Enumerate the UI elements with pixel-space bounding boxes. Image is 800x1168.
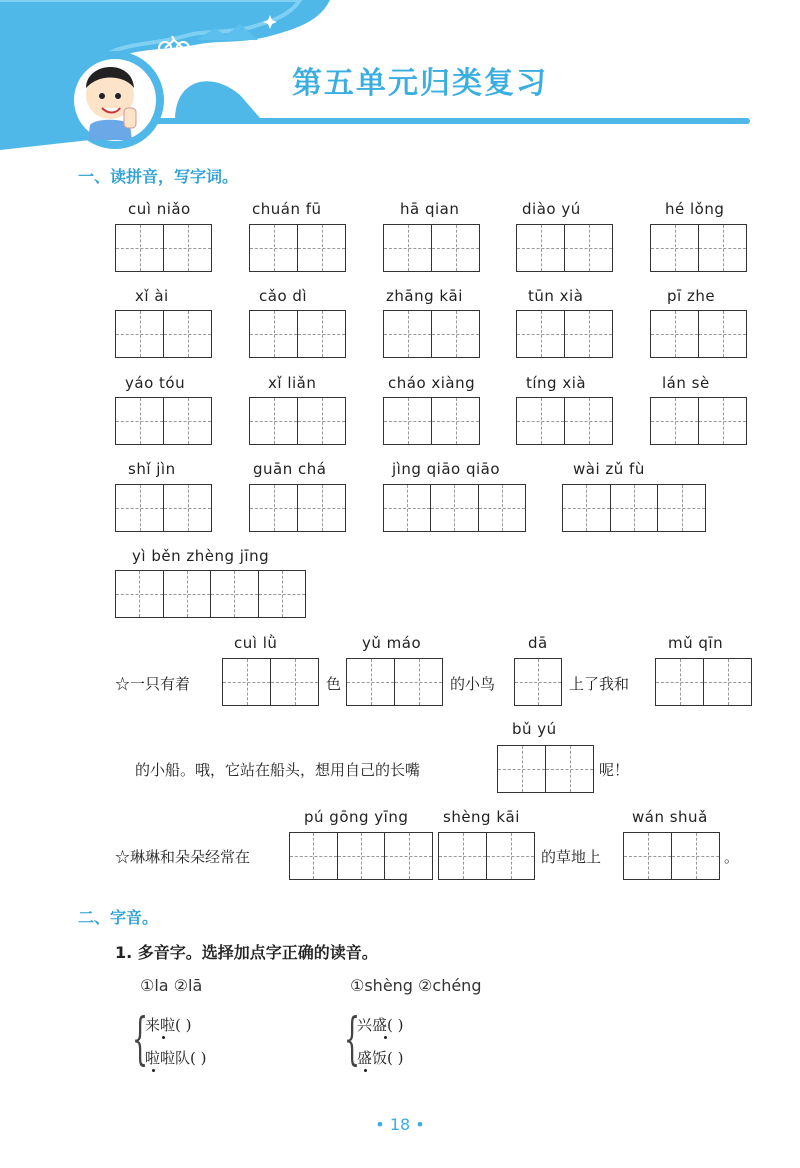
writing-grid[interactable] [289, 832, 433, 880]
sentence-text: ☆琳琳和朵朵经常在 [115, 848, 251, 866]
sentence-text: 色 [326, 675, 342, 693]
sentence-text: 。 [724, 848, 740, 866]
pinyin-label: tíng xià [526, 374, 587, 392]
writing-grid[interactable] [562, 484, 706, 532]
writing-grid[interactable] [249, 310, 346, 358]
writing-grid[interactable] [516, 224, 613, 272]
section-heading-sound: 二、字音。 [78, 908, 159, 927]
writing-grid[interactable] [249, 484, 346, 532]
pinyin-label: pú gōng yīng [304, 808, 409, 826]
writing-grid[interactable] [115, 397, 212, 445]
brace: { [132, 1007, 149, 1072]
writing-grid[interactable] [383, 224, 480, 272]
sentence-text: 上了我和 [569, 675, 630, 693]
pinyin-label: mǔ qīn [668, 634, 724, 652]
writing-grid[interactable] [650, 310, 747, 358]
pinyin-label: yì běn zhèng jīng [132, 547, 270, 565]
writing-grid[interactable] [115, 570, 306, 618]
writing-grid[interactable] [383, 484, 526, 532]
choice-item[interactable]: 啦啦队( ) [145, 1049, 207, 1067]
page-title: 第五单元归类复习 [292, 66, 548, 101]
choice-item[interactable]: 盛饭( ) [357, 1049, 404, 1067]
emphasis-dot [152, 1069, 155, 1072]
writing-grid[interactable] [497, 745, 594, 793]
writing-grid[interactable] [115, 310, 212, 358]
sentence-text: ☆一只有着 [115, 675, 191, 693]
writing-grid[interactable] [516, 310, 613, 358]
pinyin-label: dā [528, 634, 548, 652]
pinyin-label: xǐ liǎn [268, 374, 317, 392]
pinyin-label: bǔ yú [512, 720, 557, 738]
pinyin-label: xǐ ài [135, 287, 169, 305]
choice-item[interactable]: 来啦( ) [145, 1016, 192, 1034]
section-heading-pinyin: 一、读拼音，写字词。 [78, 167, 239, 186]
pinyin-label: guān chá [253, 460, 327, 478]
writing-grid[interactable] [115, 224, 212, 272]
question-label: 1. 多音字。选择加点字正确的读音。 [115, 943, 378, 962]
writing-grid[interactable] [249, 224, 346, 272]
sentence-text: 呢！ [599, 761, 630, 779]
brace: { [344, 1007, 361, 1072]
writing-grid[interactable] [655, 658, 752, 706]
pinyin-label: chuán fū [252, 200, 322, 218]
pinyin-label: shèng kāi [443, 808, 520, 826]
pinyin-label: hé lǒng [665, 200, 725, 218]
pinyin-label: cǎo dì [259, 287, 308, 305]
pinyin-label: diào yú [522, 200, 581, 218]
pinyin-label: cuì niǎo [128, 200, 191, 218]
emphasis-dot [162, 1036, 165, 1039]
pinyin-label: zhāng kāi [386, 287, 463, 305]
pinyin-label: jìng qiāo qiāo [392, 460, 501, 478]
sentence-text: 的草地上 [541, 848, 602, 866]
pinyin-label: yǔ máo [362, 634, 422, 652]
writing-grid[interactable] [383, 397, 480, 445]
writing-grid[interactable] [383, 310, 480, 358]
writing-grid[interactable] [222, 658, 319, 706]
pinyin-label: shǐ jìn [128, 460, 176, 478]
pinyin-label: pī zhe [667, 287, 716, 305]
pinyin-label: cháo xiàng [388, 374, 476, 392]
writing-grid[interactable] [623, 832, 720, 880]
pinyin-label: yáo tóu [125, 374, 186, 392]
writing-grid[interactable] [115, 484, 212, 532]
writing-grid[interactable] [346, 658, 443, 706]
writing-grid[interactable] [650, 397, 747, 445]
pinyin-label: lán sè [662, 374, 710, 392]
writing-grid[interactable] [650, 224, 747, 272]
sentence-text: 的小鸟 [450, 675, 496, 693]
choice-item[interactable]: 兴盛( ) [357, 1016, 404, 1034]
pinyin-label: tūn xià [528, 287, 584, 305]
writing-grid[interactable] [514, 658, 562, 706]
sentence-text: 的小船。哦，它站在船头，想用自己的长嘴 [135, 761, 421, 779]
writing-grid[interactable] [516, 397, 613, 445]
writing-grid[interactable] [438, 832, 535, 880]
pinyin-label: cuì lǜ [234, 634, 278, 652]
page-header [0, 0, 800, 150]
page-number: • 18 • [375, 1115, 425, 1134]
emphasis-dot [364, 1069, 367, 1072]
pinyin-options: ①shèng ②chéng [350, 976, 482, 995]
pinyin-label: hā qian [400, 200, 460, 218]
writing-grid[interactable] [249, 397, 346, 445]
pinyin-label: wài zǔ fù [573, 460, 645, 478]
emphasis-dot [384, 1036, 387, 1039]
pinyin-label: wán shuǎ [632, 808, 708, 826]
pinyin-options: ①la ②lā [140, 976, 203, 995]
